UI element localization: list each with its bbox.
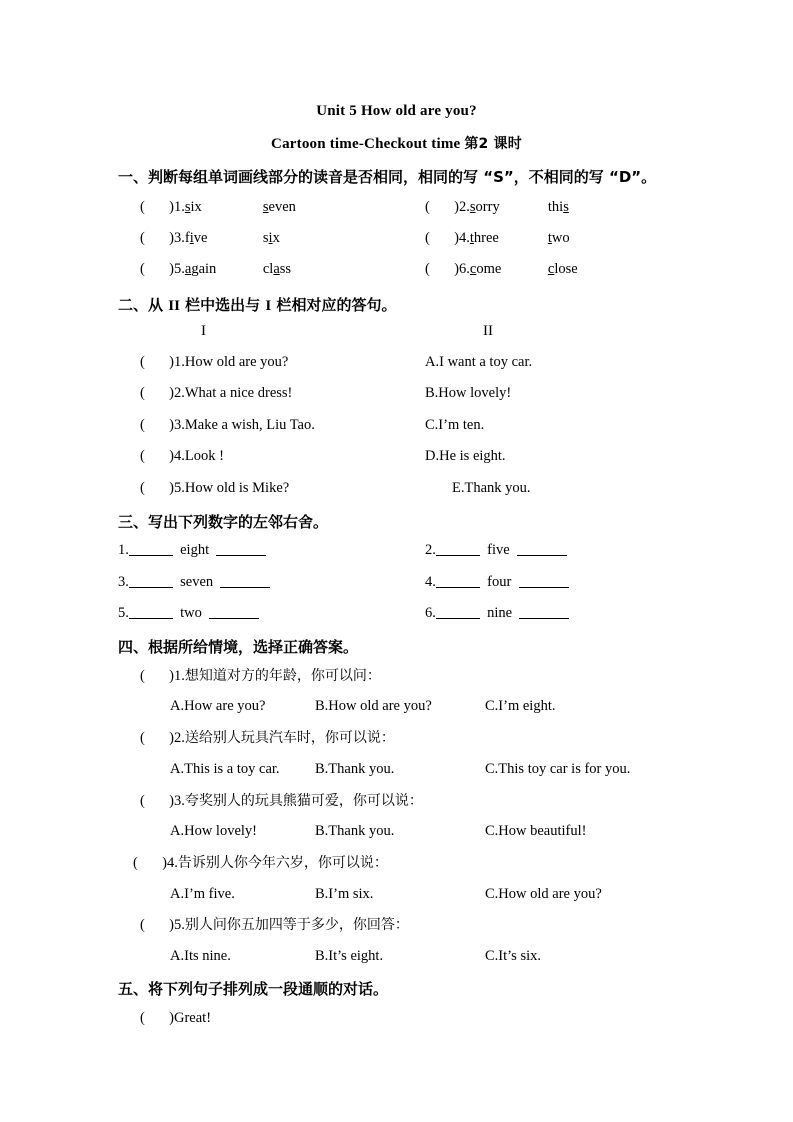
section-two-left-item-3: ( ) 3.Make a wish, Liu Tao. (140, 417, 315, 433)
option-5-a[interactable]: A.Its nine. (170, 948, 231, 964)
fill-blank-before[interactable] (129, 605, 173, 619)
word-pair-first: five (184, 230, 208, 246)
section-five-item-1: ( ) Great! (140, 1010, 212, 1026)
fill-blank-before[interactable] (436, 605, 480, 619)
section-two-left-item-2: ( ) 2.What a nice dress! (140, 385, 293, 401)
fill-blank-after[interactable] (216, 542, 266, 556)
section-four-question-1: ( ) 1.想知道对方的年龄，你可以问： (140, 668, 381, 684)
page-subtitle (0, 133, 793, 153)
section-three-item-1: 1. eight (118, 542, 266, 558)
column-header-right: II (483, 323, 493, 339)
option-2-a[interactable]: A.This is a toy car. (170, 761, 280, 777)
answer-bracket[interactable]: ( ) (140, 385, 174, 401)
option-4-a[interactable]: A.I’m five. (170, 886, 235, 902)
section-three-item-6: 6. nine (425, 605, 569, 621)
page-subtitle-en: Cartoon time-Checkout time (271, 136, 461, 152)
page-subtitle-cn: 第2 课时 (464, 136, 522, 152)
answer-bracket[interactable]: ( ) (140, 1010, 174, 1026)
fill-blank-after[interactable] (519, 574, 569, 588)
section-two-right-item-c: C.I’m ten. (425, 417, 485, 433)
word-pair-first: six (184, 199, 202, 215)
section-two-right-item-e: E.Thank you. (452, 480, 531, 496)
answer-bracket[interactable]: ( ) (140, 448, 174, 464)
answer-bracket[interactable]: ( ) (140, 417, 174, 433)
section-one-item-3: ( ) 3.five six (140, 230, 280, 246)
word-pair-second: class (262, 261, 292, 277)
section-three-item-4: 4. four (425, 574, 569, 590)
fill-blank-after[interactable] (517, 542, 567, 556)
fill-blank-before[interactable] (436, 574, 480, 588)
word-pair-first: again (184, 261, 217, 277)
section-two-left-item-4: ( ) 4.Look ! (140, 448, 224, 464)
fill-blank-after[interactable] (209, 605, 259, 619)
answer-bracket[interactable]: ( ) (140, 917, 174, 933)
fill-blank-before[interactable] (129, 542, 173, 556)
answer-bracket[interactable]: ( ) (140, 354, 174, 370)
section-two-right-item-d: D.He is eight. (425, 448, 506, 464)
word-pair-first: come (469, 261, 502, 277)
section-two-heading: 二、从 II 栏中选出与 I 栏相对应的答句。 (118, 296, 397, 314)
option-4-b[interactable]: B.I’m six. (315, 886, 374, 902)
answer-bracket[interactable]: ( ) (425, 230, 459, 246)
section-three-item-3: 3. seven (118, 574, 270, 590)
section-three-heading: 三、写出下列数字的左邻右舍。 (118, 513, 329, 531)
section-one-item-4: ( ) 4.three two (425, 230, 570, 246)
answer-bracket[interactable]: ( ) (140, 730, 174, 746)
word-pair-second: six (262, 230, 280, 246)
answer-bracket[interactable]: ( ) (425, 261, 459, 277)
section-two-right-item-a: A.I want a toy car. (425, 354, 533, 370)
answer-bracket[interactable]: ( ) (140, 199, 174, 215)
section-two-right-item-b: B.How lovely! (425, 385, 512, 401)
fill-blank-before[interactable] (436, 542, 480, 556)
section-one-item-1: ( ) 1.six seven (140, 199, 296, 215)
section-five-heading: 五、将下列句子排列成一段通顺的对话。 (118, 980, 389, 998)
option-4-c[interactable]: C.How old are you? (485, 886, 602, 902)
answer-bracket[interactable]: ( ) (140, 480, 174, 496)
word-pair-first: three (469, 230, 499, 246)
fill-blank-before[interactable] (129, 574, 173, 588)
answer-bracket[interactable]: ( ) (140, 230, 174, 246)
section-three-item-5: 5. two (118, 605, 259, 621)
section-four-question-3: ( ) 3.夸奖别人的玩具熊猫可爱，你可以说： (140, 793, 423, 809)
option-5-b[interactable]: B.It’s eight. (315, 948, 384, 964)
section-one-heading: 一、判断每组单词画线部分的读音是否相同，相同的写 “S”，不相同的写 “D”。 (118, 168, 657, 186)
section-two-left-item-5: ( ) 5.How old is Mike? (140, 480, 290, 496)
word-pair-first: sorry (469, 199, 500, 215)
option-2-b[interactable]: B.Thank you. (315, 761, 395, 777)
answer-bracket[interactable]: ( ) (140, 668, 174, 684)
answer-bracket[interactable]: ( ) (140, 793, 174, 809)
column-header-left: I (201, 323, 206, 339)
section-one-item-2: ( ) 2.sorry this (425, 199, 569, 215)
section-two-left-item-1: ( ) 1.How old are you? (140, 354, 289, 370)
answer-bracket[interactable]: ( ) (133, 855, 167, 871)
word-pair-second: seven (262, 199, 296, 215)
fill-blank-after[interactable] (519, 605, 569, 619)
answer-bracket[interactable]: ( ) (140, 261, 174, 277)
fill-blank-after[interactable] (220, 574, 270, 588)
section-three-item-2: 2. five (425, 542, 567, 558)
word-pair-second: this (547, 199, 569, 215)
option-3-a[interactable]: A.How lovely! (170, 823, 257, 839)
option-3-b[interactable]: B.Thank you. (315, 823, 395, 839)
section-one-item-5: ( ) 5.again class (140, 261, 292, 277)
answer-bracket[interactable]: ( ) (425, 199, 459, 215)
option-1-c[interactable]: C.I’m eight. (485, 698, 556, 714)
option-1-b[interactable]: B.How old are you? (315, 698, 432, 714)
option-5-c[interactable]: C.It’s six. (485, 948, 541, 964)
option-1-a[interactable]: A.How are you? (170, 698, 266, 714)
option-3-c[interactable]: C.How beautiful! (485, 823, 587, 839)
section-four-question-2: ( ) 2.送给别人玩具汽车时，你可以说： (140, 730, 395, 746)
word-pair-second: two (547, 230, 570, 246)
section-four-question-5: ( ) 5.别人问你五加四等于多少，你回答： (140, 917, 409, 933)
word-pair-second: close (547, 261, 578, 277)
option-2-c[interactable]: C.This toy car is for you. (485, 761, 631, 777)
page-title: Unit 5 How old are you? (316, 103, 477, 119)
section-four-heading: 四、根据所给情境，选择正确答案。 (118, 638, 359, 656)
section-four-question-4: ( ) 4.告诉别人你今年六岁，你可以说： (133, 855, 388, 871)
section-one-item-6: ( ) 6.come close (425, 261, 578, 277)
